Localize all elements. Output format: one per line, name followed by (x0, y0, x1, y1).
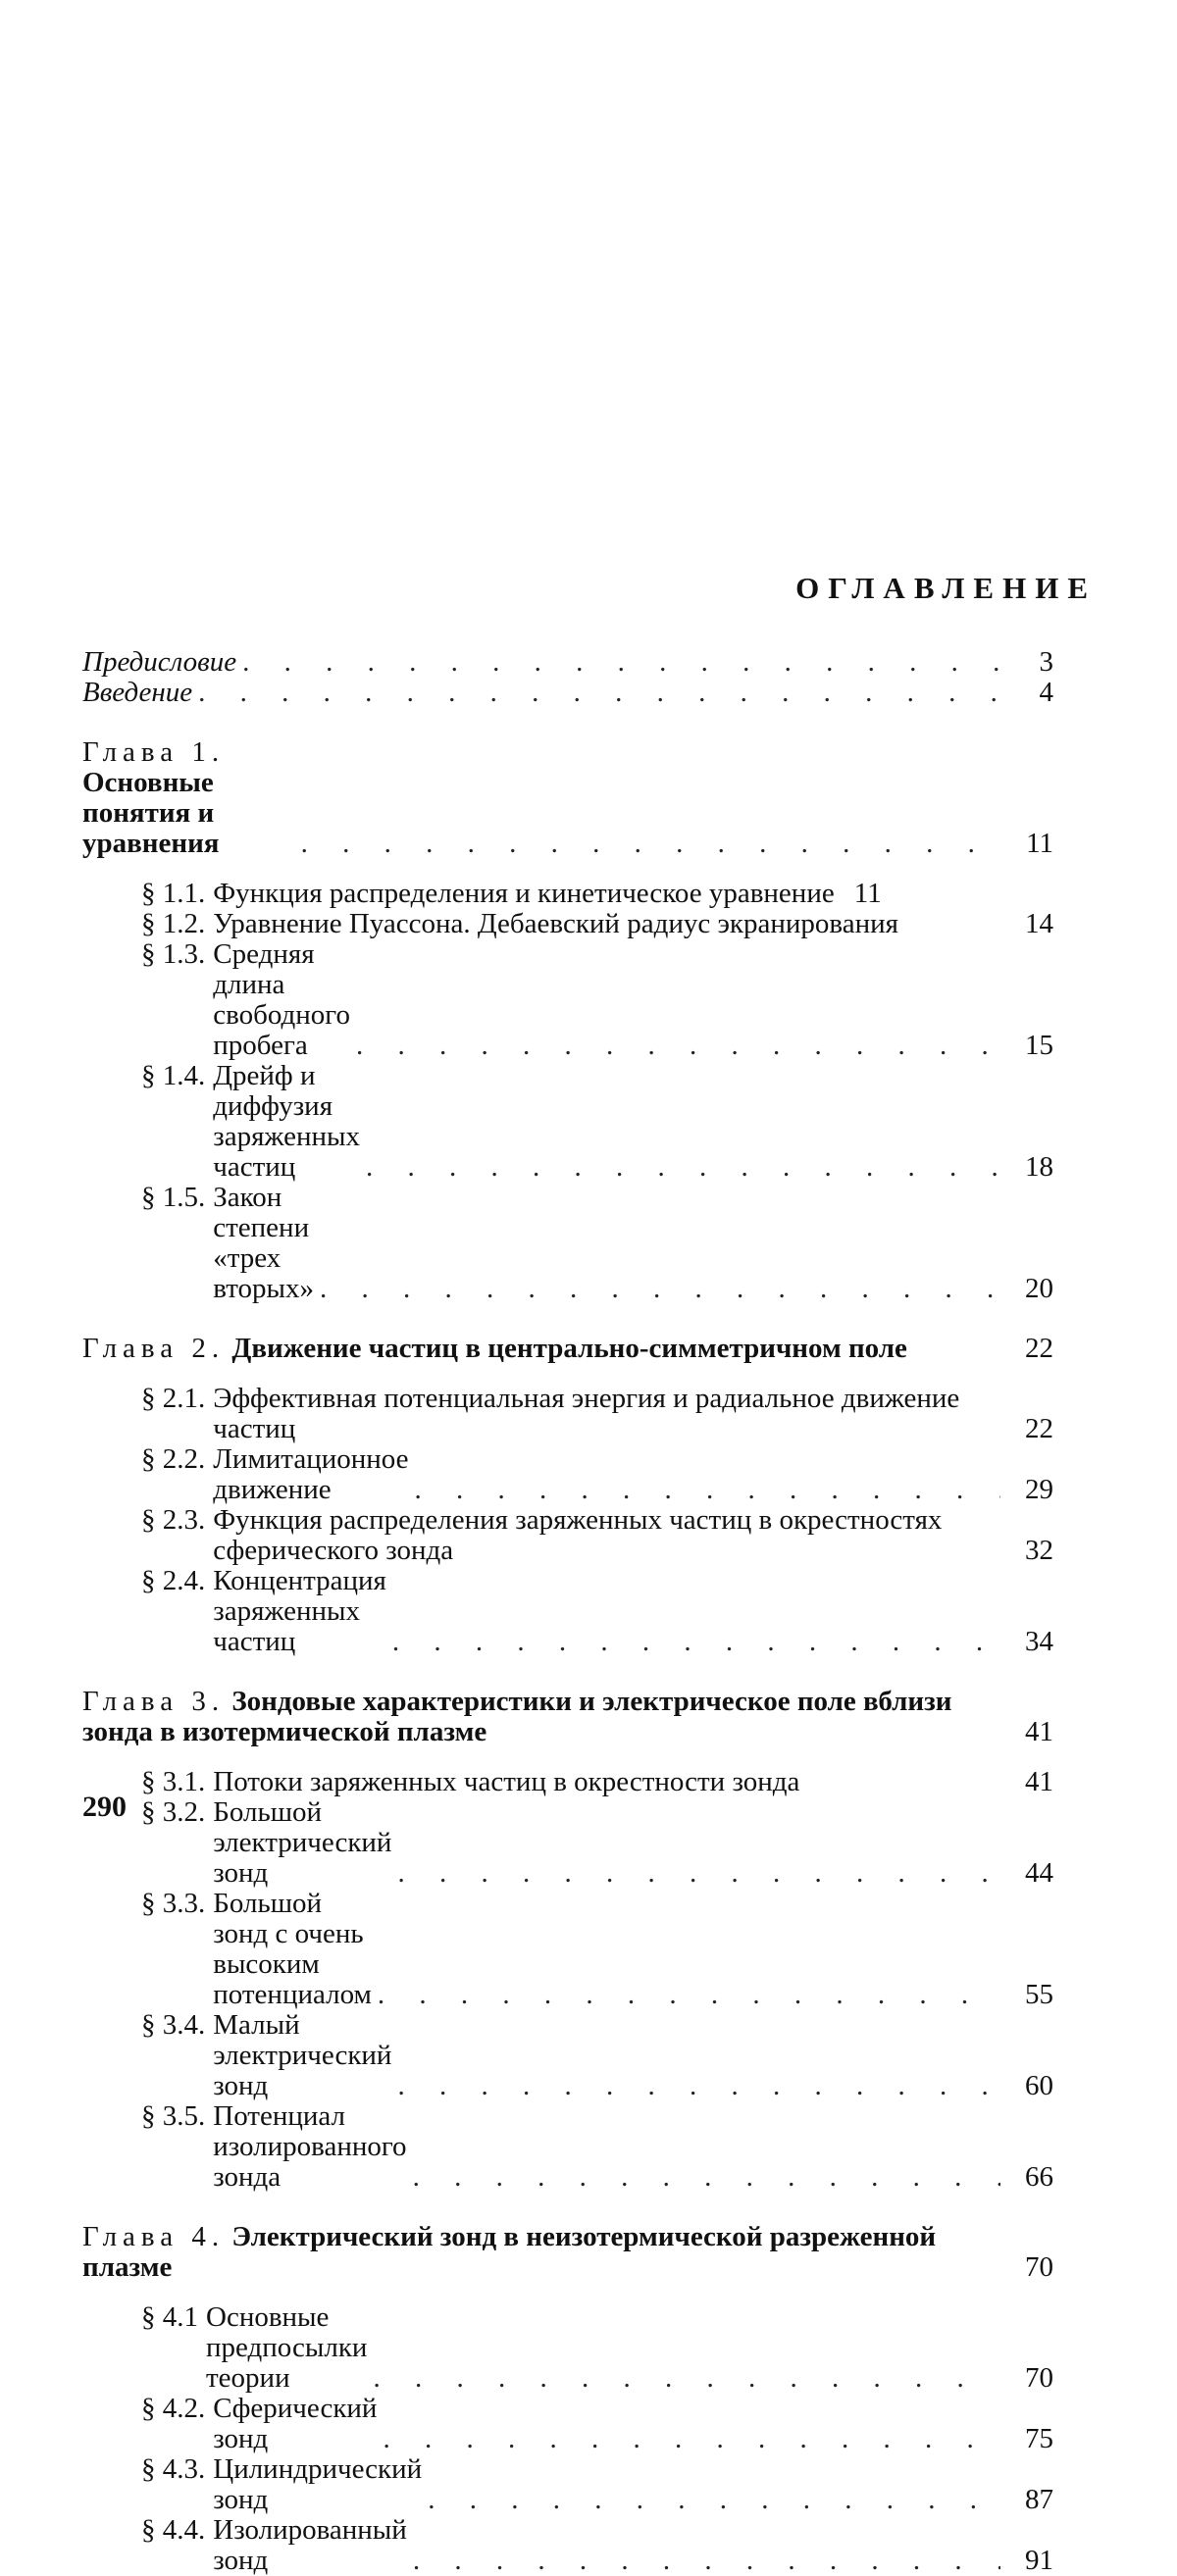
chapter-title: Зондовые характеристики и электрическое поле вблизи зонда в изотермической плазме (82, 1686, 952, 1747)
section-number: § 2.1. (141, 1383, 206, 1414)
entry-title: Предисловие (82, 646, 237, 678)
section-title: Дрейф и диффузия заряженных частиц (213, 1060, 360, 1183)
section-page: 32 (1025, 1535, 1053, 1566)
chapter-label: Глава 4. (82, 2221, 226, 2252)
toc-section[interactable] (141, 1767, 1053, 1797)
section-title: Потоки заряженных частиц в окрестности зонда (213, 1766, 800, 1797)
section-page: 91 (1025, 2545, 1053, 2576)
section-number: § 3.1. (141, 1766, 206, 1797)
section-number: § 1.2. (141, 908, 206, 939)
section-number: § 3.5. (141, 2100, 206, 2132)
section-page: 29 (1025, 1474, 1053, 1505)
section-title: Большой зонд с очень высоким потенциалом (213, 1888, 372, 2010)
section-title: Средняя длина свободного пробега (213, 938, 350, 1061)
section-number: § 2.3. (141, 1504, 206, 1536)
section-title: Цилиндрический зонд (213, 2453, 423, 2515)
section-title: Закон степени «трех вторых» (213, 1182, 314, 1304)
entry-page: 4 (1039, 677, 1053, 708)
toc-section[interactable] (141, 1061, 1053, 1183)
chapter-label: Глава 2. (82, 1333, 226, 1364)
section-page: 55 (1025, 1979, 1053, 2010)
section-page: 15 (1025, 1030, 1053, 1061)
section-number: § 4.1 (141, 2301, 198, 2333)
chapter-page: 41 (1025, 1716, 1053, 1747)
toc-section[interactable] (141, 1505, 1053, 1566)
leader-dots (397, 2071, 1000, 2101)
table-of-contents (82, 647, 1053, 2576)
toc-entry-preface[interactable] (82, 647, 1053, 678)
section-page: 87 (1025, 2484, 1053, 2515)
section-title: Изолированный зонд (213, 2514, 407, 2576)
section-page: 20 (1025, 1273, 1053, 1304)
leader-dots (366, 1152, 1000, 1183)
leader-dots (242, 647, 1000, 678)
entry-page: 3 (1039, 646, 1053, 678)
chapter-page: 22 (1025, 1333, 1053, 1364)
toc-section[interactable] (141, 1566, 1053, 1657)
chapter-page: 11 (1026, 828, 1053, 859)
toc-section[interactable] (141, 939, 1053, 1061)
leader-dots (428, 2485, 1000, 2515)
toc-entry-introduction[interactable] (82, 678, 1053, 708)
section-number: § 3.3. (141, 1888, 206, 1919)
toc-section[interactable] (141, 909, 1053, 939)
section-number: § 4.2. (141, 2393, 206, 2424)
toc-section[interactable] (141, 879, 1053, 909)
toc-title: ОГЛАВЛЕНИЕ (795, 571, 1097, 605)
toc-section[interactable] (141, 1797, 1053, 1889)
section-title: Функция распределения и кинетическое уравнение (213, 878, 835, 909)
chapter-title: Электрический зонд в неизотермической разреженной плазме (82, 2221, 937, 2283)
section-page: 34 (1025, 1626, 1053, 1657)
section-number: § 3.2. (141, 1796, 206, 1828)
section-number: § 2.2. (141, 1443, 206, 1475)
section-title: Большой электрический зонд (213, 1796, 392, 1889)
toc-section[interactable] (141, 1889, 1053, 2010)
toc-section[interactable] (141, 2454, 1053, 2515)
toc-chapter-3[interactable] (82, 1687, 1053, 1747)
section-number: § 3.4. (141, 2009, 206, 2041)
section-number: § 4.4. (141, 2514, 206, 2546)
section-page: 18 (1025, 1151, 1053, 1183)
leader-dots (378, 1980, 1000, 2010)
section-title: Сферический зонд (213, 2393, 378, 2454)
chapter-1-sections (82, 879, 1053, 1304)
toc-section[interactable] (141, 2101, 1053, 2193)
leader-dots (413, 2546, 1000, 2576)
section-page: 75 (1025, 2423, 1053, 2454)
section-title: Эффективная потенциальная энергия и радиальное движение частиц (213, 1383, 960, 1444)
toc-section[interactable] (141, 1183, 1053, 1304)
toc-section[interactable] (141, 1444, 1053, 1505)
chapter-title: Движение частиц в центрально-симметричном поле (231, 1333, 907, 1364)
toc-section[interactable] (141, 1384, 1053, 1444)
section-page: 60 (1025, 2070, 1053, 2101)
section-page: 22 (1025, 1413, 1053, 1444)
section-title: Лимитационное движение (213, 1443, 409, 1505)
section-title: Основные предпосылки теории (206, 2301, 368, 2394)
toc-chapter-4[interactable] (82, 2222, 1053, 2283)
toc-section[interactable] (141, 2010, 1053, 2101)
chapter-page: 70 (1025, 2251, 1053, 2283)
page-number: 290 (82, 1791, 127, 1823)
section-number: § 2.4. (141, 1565, 206, 1596)
leader-dots (301, 829, 1000, 859)
chapter-3-sections (82, 1767, 1053, 2193)
chapter-2-sections (82, 1384, 1053, 1657)
leader-dots (383, 2424, 1000, 2454)
section-number: § 1.3. (141, 938, 206, 970)
section-title: Уравнение Пуассона. Дебаевский радиус экранирования (213, 908, 898, 939)
toc-chapter-1[interactable] (82, 737, 1053, 859)
section-page: 44 (1025, 1857, 1053, 1889)
toc-chapter-2[interactable] (82, 1334, 1053, 1364)
section-page: 41 (1025, 1766, 1053, 1797)
leader-dots (392, 1627, 1000, 1657)
chapter-label: Глава 1. (82, 736, 226, 768)
section-page: 66 (1025, 2161, 1053, 2193)
leader-dots (198, 678, 1000, 708)
section-title: Потенциал изолированного зонда (213, 2100, 407, 2193)
chapter-4-sections (82, 2302, 1053, 2576)
leader-dots (415, 1475, 1000, 1505)
leader-dots (373, 2363, 1000, 2394)
leader-dots (356, 1031, 1000, 1061)
chapter-title: Основные понятия и уравнения (82, 767, 220, 859)
toc-section[interactable] (141, 2394, 1053, 2454)
section-number: § 1.1. (141, 878, 206, 909)
section-page: 70 (1025, 2362, 1053, 2394)
leader-dots (413, 2162, 1000, 2193)
entry-title: Введение (82, 677, 193, 708)
leader-dots (397, 1858, 1000, 1889)
section-number: § 1.4. (141, 1060, 206, 1091)
section-title: Малый электрический зонд (213, 2009, 392, 2101)
section-number: § 1.5. (141, 1182, 206, 1213)
section-page: 11 (853, 878, 882, 909)
section-number: § 4.3. (141, 2453, 206, 2485)
leader-dots (320, 1274, 1000, 1304)
section-title: Функция распределения заряженных частиц в окрестностях сферического зонда (213, 1504, 943, 1566)
chapter-label: Глава 3. (82, 1686, 226, 1717)
toc-section[interactable] (141, 2302, 1053, 2394)
section-page: 14 (1025, 908, 1053, 939)
toc-section[interactable] (141, 2515, 1053, 2576)
section-title: Концентрация заряженных частиц (213, 1565, 386, 1657)
